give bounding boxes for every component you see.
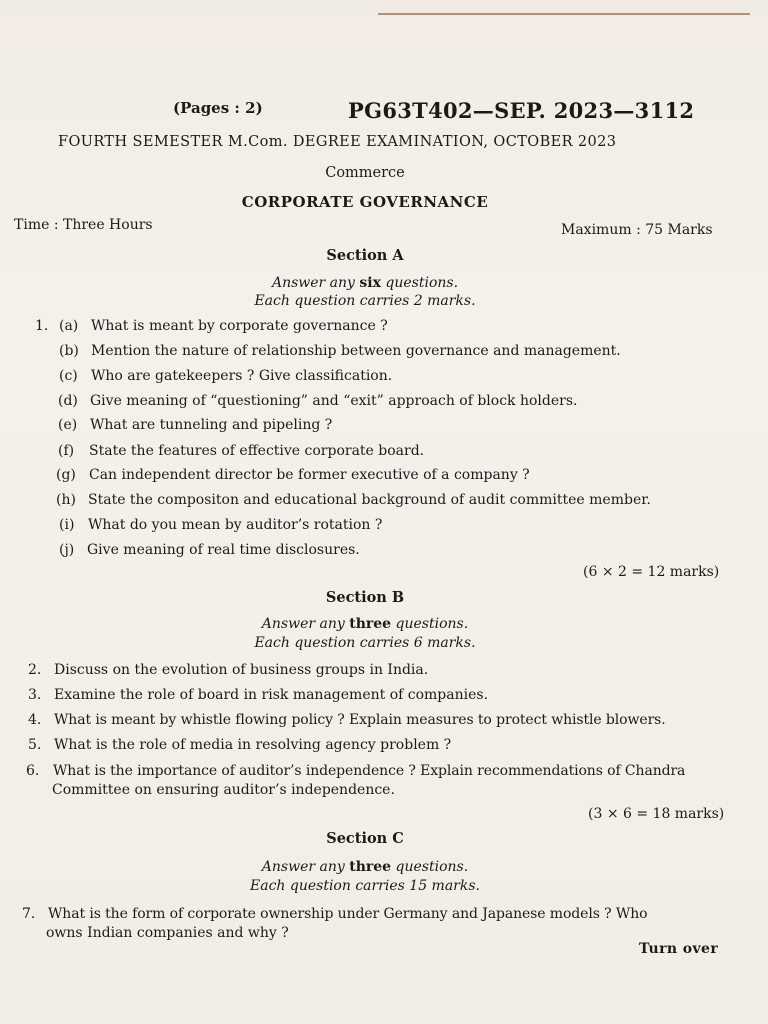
- question-text: What is the importance of auditor’s independence ? Explain recommendations of Chandra: [53, 763, 686, 779]
- maximum-marks: Maximum : 75 Marks: [561, 222, 713, 238]
- question-text: What is meant by whistle flowing policy ? Explain measures to protect whistle blowers.: [54, 712, 666, 728]
- section-a-instruction: Answer any six questions.: [271, 275, 459, 291]
- subquestion-label: (h): [56, 492, 76, 508]
- question-number: 5.: [28, 737, 42, 753]
- subquestion-text: Give meaning of real time disclosures.: [87, 542, 360, 558]
- question-number: 4.: [28, 712, 42, 728]
- paper-code: PG63T402—SEP. 2023—3112: [348, 98, 695, 123]
- subquestion-text: State the compositon and educational background of audit committee member.: [88, 492, 651, 508]
- question-text: What is the form of corporate ownership under Germany and Japanese models ? Who: [48, 906, 648, 922]
- section-c-marks-note: Each question carries 15 marks.: [250, 878, 480, 894]
- section-a-marks-note: Each question carries 2 marks.: [254, 293, 476, 309]
- subquestion-text: Give meaning of “questioning” and “exit” approach of block holders.: [90, 393, 578, 409]
- subquestion-text: Mention the nature of relationship between governance and management.: [91, 343, 621, 359]
- section-c-title: Section C: [326, 830, 404, 847]
- question-1-number: 1.: [35, 318, 49, 334]
- question-number: 6.: [26, 763, 40, 779]
- question-text-continued: Committee on ensuring auditor’s independence.: [52, 782, 395, 798]
- subquestion-label: (g): [56, 467, 76, 483]
- section-b-marks-tally: (3 × 6 = 18 marks): [588, 806, 725, 822]
- section-a-marks-tally: (6 × 2 = 12 marks): [583, 564, 720, 580]
- question-text: Discuss on the evolution of business groups in India.: [54, 662, 429, 678]
- subquestion-label: (b): [59, 343, 79, 359]
- top-edge-line: [378, 13, 750, 15]
- section-b-title: Section B: [325, 589, 405, 606]
- question-text: What is the role of media in resolving agency problem ?: [54, 737, 452, 753]
- subquestion-label: (e): [58, 417, 78, 433]
- section-b-marks-note: Each question carries 6 marks.: [254, 635, 476, 651]
- subquestion-label: (i): [59, 517, 75, 533]
- question-text-continued: owns Indian companies and why ?: [46, 925, 289, 941]
- subquestion-text: Can independent director be former executive of a company ?: [89, 467, 530, 483]
- subquestion-text: State the features of effective corporate board.: [89, 443, 425, 459]
- time-allowed: Time : Three Hours: [14, 217, 153, 233]
- section-c-instruction: Answer any three questions.: [261, 859, 469, 875]
- section-b-instruction: Answer any three questions.: [261, 616, 469, 632]
- exam-title: FOURTH SEMESTER M.Com. DEGREE EXAMINATION, OCTOBER 2023: [58, 134, 617, 150]
- subquestion-label: (a): [59, 318, 79, 334]
- section-a-title: Section A: [326, 247, 404, 264]
- subquestion-text: What is meant by corporate governance ?: [91, 318, 388, 334]
- subquestion-text: What are tunneling and pipeling ?: [90, 417, 333, 433]
- paper-title: CORPORATE GOVERNANCE: [241, 193, 489, 211]
- subject-name: Commerce: [325, 165, 405, 181]
- question-text: Examine the role of board in risk management of companies.: [54, 687, 489, 703]
- turn-over-note: Turn over: [639, 941, 719, 957]
- question-number: 7.: [22, 906, 36, 922]
- question-number: 3.: [28, 687, 42, 703]
- subquestion-label: (f): [58, 443, 75, 459]
- subquestion-label: (c): [59, 368, 78, 384]
- subquestion-text: Who are gatekeepers ? Give classification.: [91, 368, 393, 384]
- page-count: (Pages : 2): [173, 99, 263, 117]
- subquestion-label: (j): [59, 542, 75, 558]
- question-number: 2.: [28, 662, 42, 678]
- subquestion-text: What do you mean by auditor’s rotation ?: [88, 517, 383, 533]
- subquestion-label: (d): [58, 393, 78, 409]
